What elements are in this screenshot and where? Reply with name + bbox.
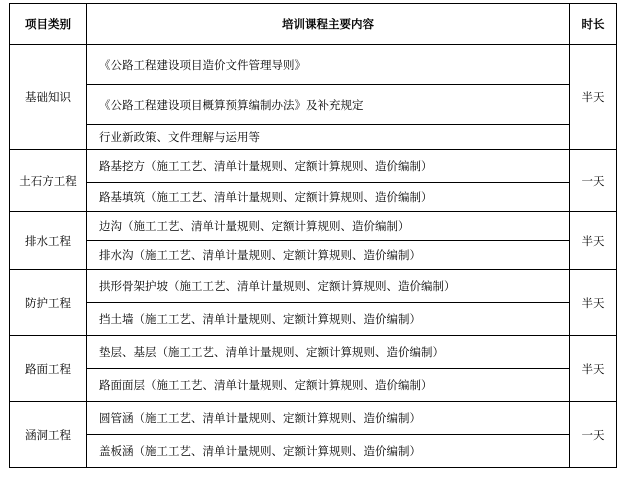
content-cell: 垫层、基层（施工工艺、清单计量规则、定额计算规则、造价编制） [87, 336, 570, 369]
content-cell: 行业新政策、文件理解与运用等 [87, 125, 570, 150]
category-cell-pavement: 路面工程 [10, 336, 87, 402]
table-row [10, 150, 617, 183]
header-duration: 时长 [570, 4, 617, 45]
table-row [10, 303, 617, 336]
table-row [10, 369, 617, 402]
content-cell: 路基填筑（施工工艺、清单计量规则、定额计算规则、造价编制） [87, 183, 570, 212]
content-cell: 圆管涵（施工工艺、清单计量规则、定额计算规则、造价编制） [87, 402, 570, 435]
content-cell: 边沟（施工工艺、清单计量规则、定额计算规则、造价编制） [87, 212, 570, 241]
table-row [10, 270, 617, 303]
content-cell: 《公路工程建设项目概算预算编制办法》及补充规定 [87, 85, 570, 125]
content-cell: 路面面层（施工工艺、清单计量规则、定额计算规则、造价编制） [87, 369, 570, 402]
table-row [10, 435, 617, 468]
duration-cell-basic: 半天 [570, 45, 617, 150]
category-cell-protection: 防护工程 [10, 270, 87, 336]
header-category: 项目类别 [10, 4, 87, 45]
duration-cell-culvert: 一天 [570, 402, 617, 468]
table-row [10, 336, 617, 369]
table-row [10, 212, 617, 241]
table-row [10, 241, 617, 270]
training-schedule-table [9, 3, 617, 468]
header-content: 培训课程主要内容 [87, 4, 570, 45]
table-row [10, 402, 617, 435]
content-cell: 盖板涵（施工工艺、清单计量规则、定额计算规则、造价编制） [87, 435, 570, 468]
header-row [10, 4, 617, 45]
table-row [10, 45, 617, 85]
category-cell-basic: 基础知识 [10, 45, 87, 150]
duration-cell-earthwork: 一天 [570, 150, 617, 212]
content-cell: 挡土墙（施工工艺、清单计量规则、定额计算规则、造价编制） [87, 303, 570, 336]
category-cell-earthwork: 土石方工程 [10, 150, 87, 212]
table-row [10, 183, 617, 212]
content-cell: 《公路工程建设项目造价文件管理导则》 [87, 45, 570, 85]
duration-cell-drainage: 半天 [570, 212, 617, 270]
table-row [10, 85, 617, 125]
category-cell-drainage: 排水工程 [10, 212, 87, 270]
duration-cell-protection: 半天 [570, 270, 617, 336]
content-cell: 排水沟（施工工艺、清单计量规则、定额计算规则、造价编制） [87, 241, 570, 270]
content-cell: 拱形骨架护坡（施工工艺、清单计量规则、定额计算规则、造价编制） [87, 270, 570, 303]
duration-cell-pavement: 半天 [570, 336, 617, 402]
training-schedule-table-container [9, 3, 616, 468]
category-cell-culvert: 涵洞工程 [10, 402, 87, 468]
content-cell: 路基挖方（施工工艺、清单计量规则、定额计算规则、造价编制） [87, 150, 570, 183]
table-row [10, 125, 617, 150]
